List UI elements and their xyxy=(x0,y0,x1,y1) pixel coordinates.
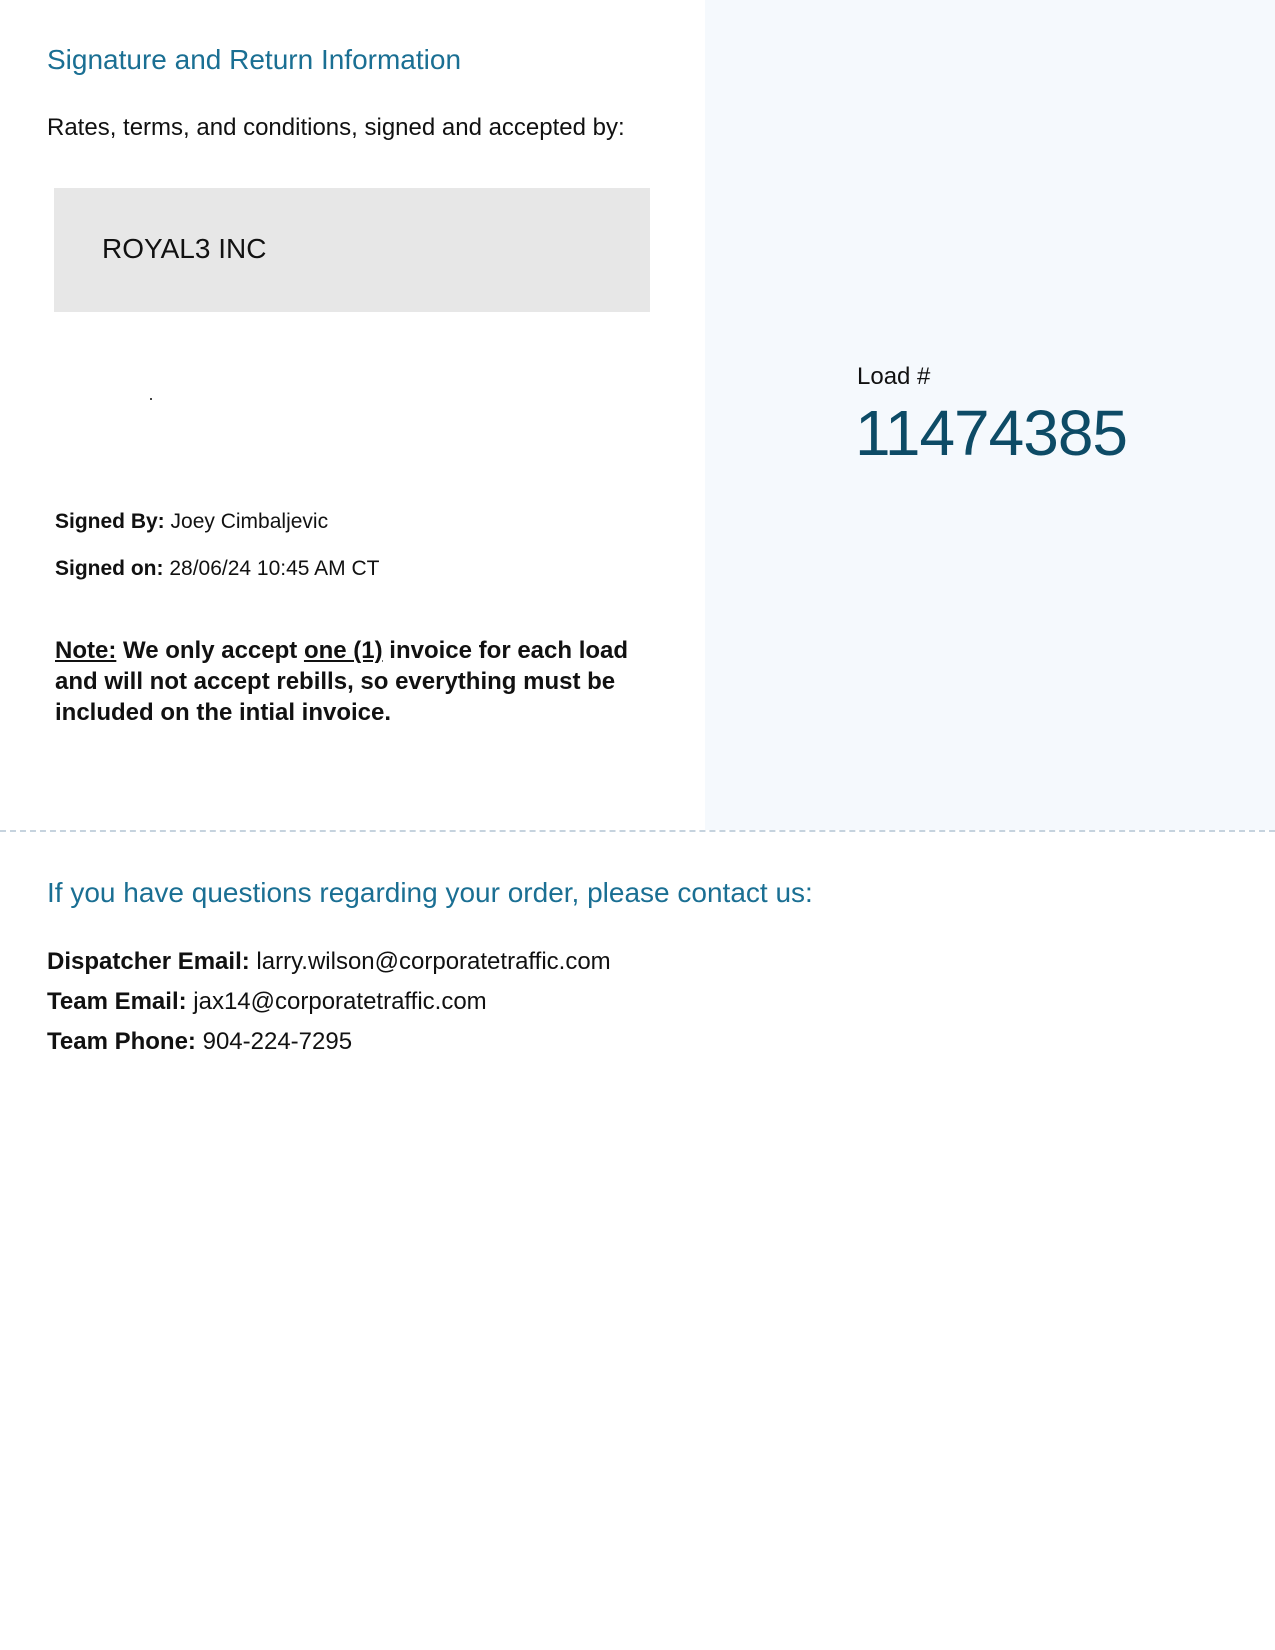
signed-on-row xyxy=(55,557,379,581)
team-phone-row xyxy=(47,1028,352,1056)
dashed-divider xyxy=(0,830,1275,832)
signed-on-value: 28/06/24 10:45 AM CT xyxy=(169,557,380,580)
note-text-1: We only accept xyxy=(116,637,304,664)
note-emphasis: one (1) xyxy=(303,637,383,664)
accepted-company-box xyxy=(54,188,650,312)
team-phone-label: Team Phone: xyxy=(47,1028,196,1055)
note-text-2: invoice for each load and will not accept rebills, so everything must be included on the intial invoice. xyxy=(55,637,629,726)
team-phone-value: 904-224-7295 xyxy=(202,1028,353,1055)
team-email-value: jax14@corporatetraffic.com xyxy=(193,988,487,1015)
dispatcher-email-label: Dispatcher Email: xyxy=(47,948,250,975)
dispatcher-email-row xyxy=(47,948,611,976)
note-label: Note: xyxy=(55,637,117,664)
invoice-note xyxy=(55,635,645,728)
signed-by-row xyxy=(55,510,328,534)
signed-by-value: Joey Cimbaljevic xyxy=(170,510,329,533)
signed-on-label: Signed on: xyxy=(55,557,164,580)
load-label: Load # xyxy=(857,363,931,390)
team-email-label: Team Email: xyxy=(47,988,187,1015)
team-email-row xyxy=(47,988,487,1016)
company-name: ROYAL3 INC xyxy=(102,233,267,264)
signed-by-label: Signed By: xyxy=(55,510,165,533)
acceptance-statement: Rates, terms, and conditions, signed and accepted by: xyxy=(47,114,625,141)
signature-image xyxy=(150,398,152,400)
load-number: 11474385 xyxy=(855,397,1127,469)
contact-title: If you have questions regarding your order, please contact us: xyxy=(47,877,813,908)
signature-column xyxy=(0,0,700,830)
section-title: Signature and Return Information xyxy=(47,44,462,75)
load-panel xyxy=(705,0,1275,830)
dispatcher-email-value: larry.wilson@corporatetraffic.com xyxy=(256,948,611,975)
